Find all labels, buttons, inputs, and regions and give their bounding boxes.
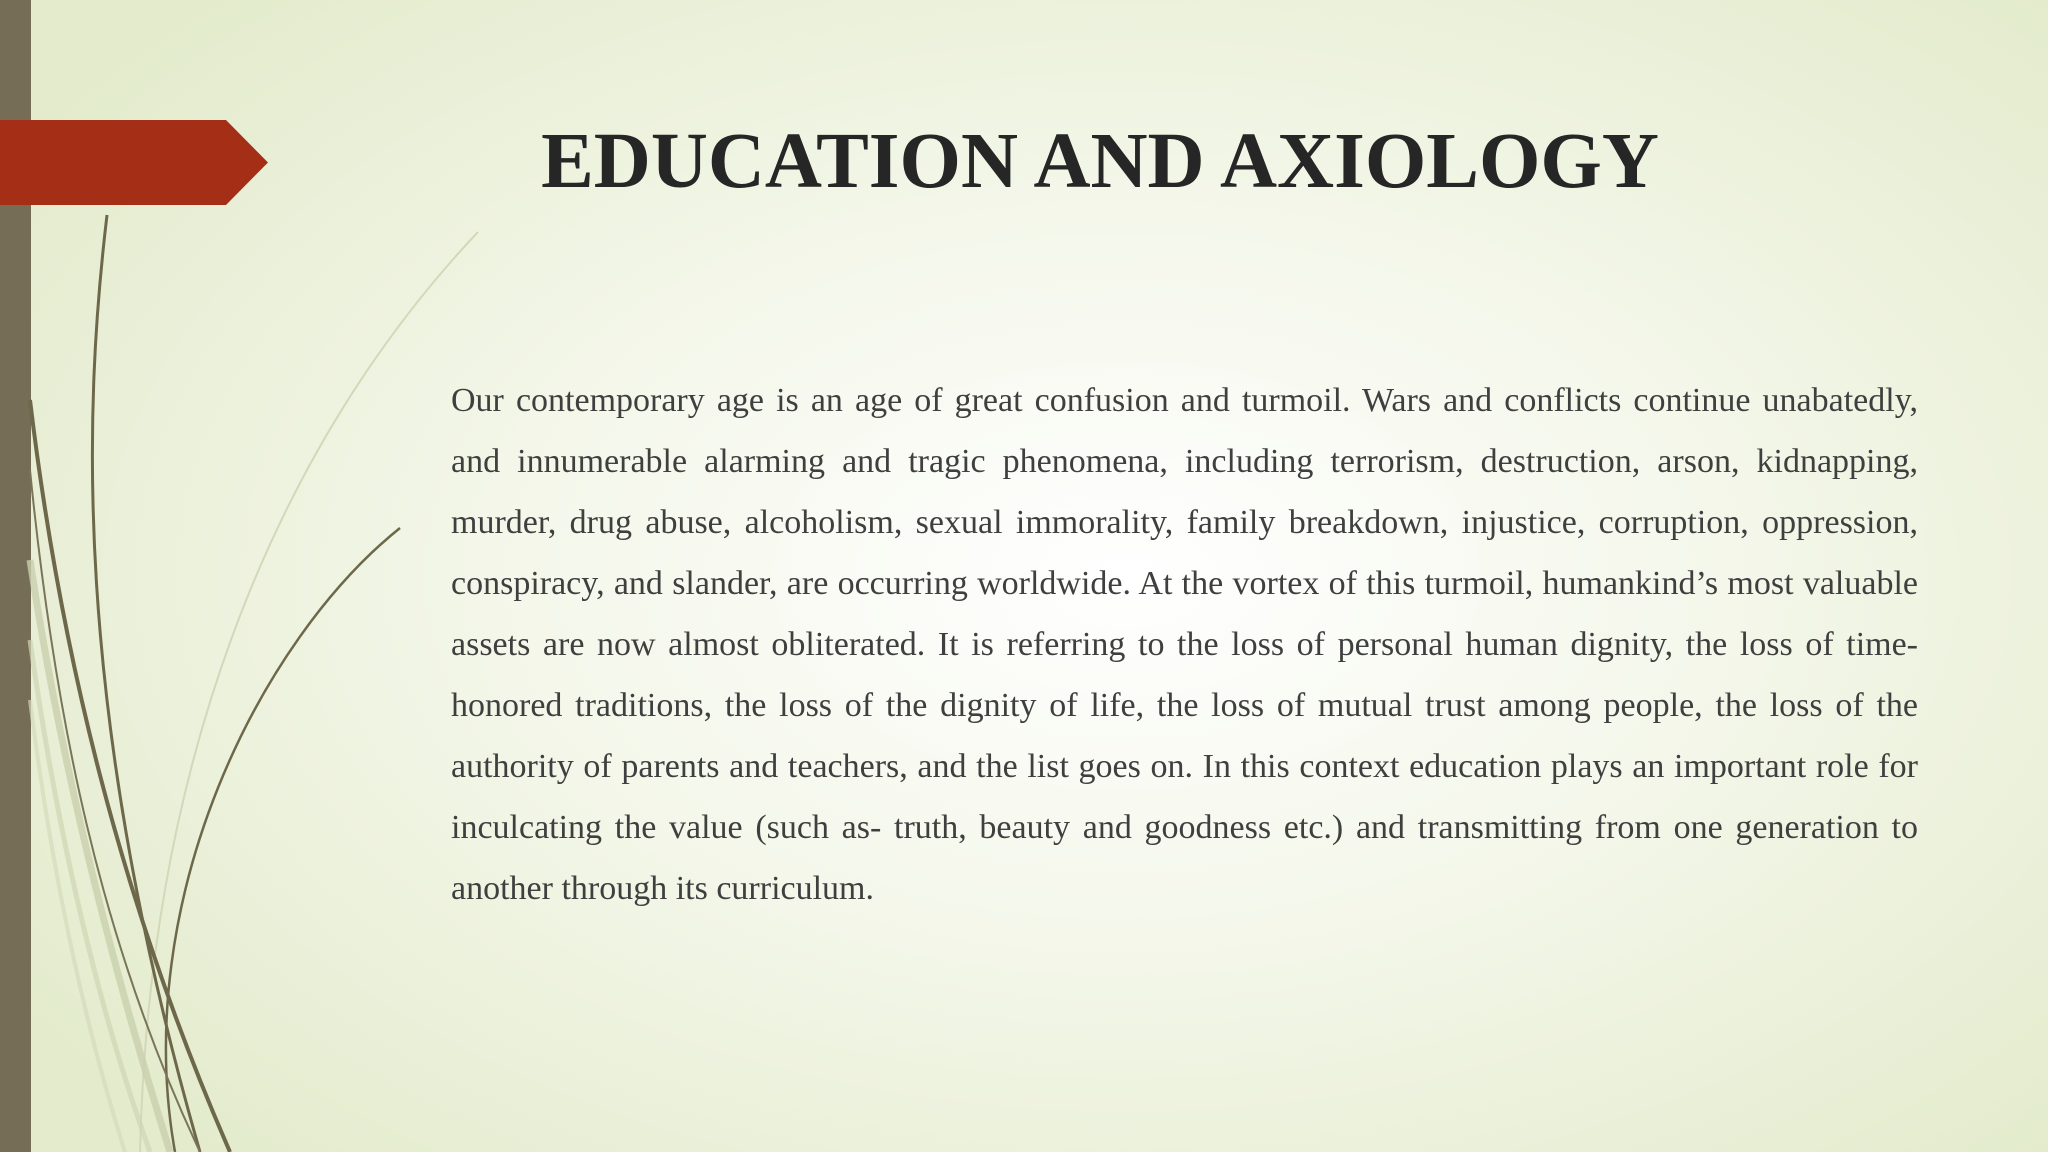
arrow-accent-tab — [0, 120, 268, 205]
curve-dark-1 — [92, 215, 200, 1152]
curve-light-4 — [30, 700, 125, 1152]
slide-body-paragraph: Our contemporary age is an age of great confusion and turmoil. Wars and conflicts continue unabatedly, and innumerable alarming and tragic phenomena, including terrorism, destruction, arson, kidnapping, murder, drug abuse, alcoholism, sexual immorality, family breakdown, injustice, corruption, oppression, conspiracy, and slander, are occurring worldwide. At the vortex of this turmoil, humankind’s most valuable assets are now almost obliterated. It is referring to the loss of personal human dignity, the loss of time-honored traditions, the loss of the dignity of life, the loss of mutual trust among people, the loss of the authority of parents and teachers, and the list goes on. In this context education plays an important role for inculcating the value (such as- truth, beauty and goodness etc.) and transmitting from one generation to another through its curriculum. — [451, 382, 1918, 907]
curve-dark-2 — [30, 400, 230, 1152]
slide-title: EDUCATION AND AXIOLOGY — [541, 118, 1659, 205]
curve-light-1 — [140, 232, 478, 1152]
curve-light-3 — [30, 640, 150, 1152]
curve-dark-3 — [166, 528, 400, 1152]
